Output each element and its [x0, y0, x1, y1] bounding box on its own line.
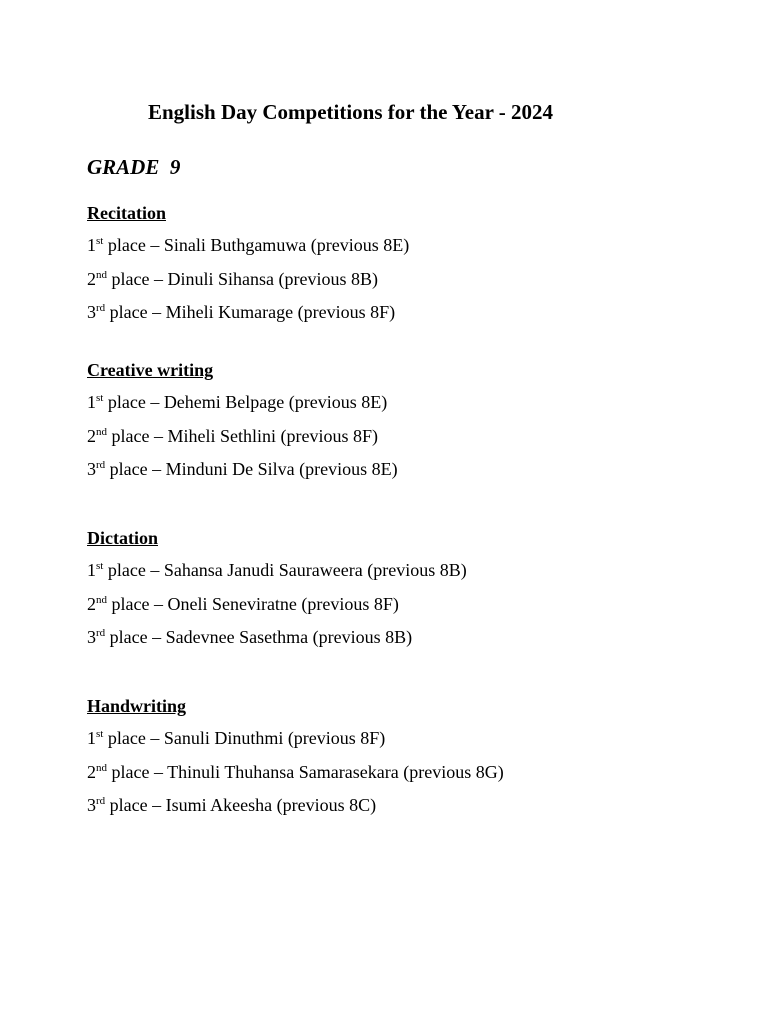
place-line — [87, 594, 467, 614]
section-dictation — [87, 528, 467, 661]
place-line — [87, 627, 467, 647]
place-line — [87, 795, 504, 815]
place-suffix: rd — [96, 795, 106, 807]
section-heading: Recitation — [87, 203, 166, 223]
place-number: 3 — [87, 795, 96, 815]
place-text: place – Sahansa Janudi Sauraweera (previous 8B) — [103, 560, 467, 580]
place-suffix: st — [96, 235, 104, 247]
place-number: 3 — [87, 302, 96, 322]
section-heading: Handwriting — [87, 696, 187, 716]
place-number: 1 — [87, 560, 96, 580]
place-number: 1 — [87, 392, 96, 412]
place-text: place – Sinali Buthgamuwa (previous 8E) — [103, 235, 410, 255]
place-text: place – Isumi Akeesha (previous 8C) — [105, 795, 377, 815]
place-number: 2 — [87, 268, 96, 289]
place-number: 1 — [87, 235, 96, 255]
place-line — [87, 560, 467, 580]
place-text: place – Sadevnee Sasethma (previous 8B) — [105, 627, 413, 647]
place-text: place – Thinuli Thuhansa Samarasekara (previous 8G) — [107, 761, 504, 782]
place-number: 2 — [87, 425, 96, 446]
place-line — [87, 235, 409, 255]
place-number: 3 — [87, 459, 96, 479]
grade-heading: GRADE 9 — [87, 155, 181, 179]
place-suffix: st — [96, 728, 104, 740]
place-text: place – Miheli Sethlini (previous 8F) — [107, 425, 378, 446]
page-title: English Day Competitions for the Year - 2024 — [148, 100, 554, 124]
place-line — [87, 269, 409, 289]
section-creative-writing — [87, 360, 398, 493]
section-recitation — [87, 203, 409, 336]
place-suffix: rd — [96, 459, 106, 471]
place-suffix: nd — [96, 425, 107, 438]
place-text: place – Minduni De Silva (previous 8E) — [105, 459, 398, 479]
place-line — [87, 762, 504, 782]
place-line — [87, 392, 398, 412]
place-suffix: nd — [96, 761, 107, 774]
place-line — [87, 459, 398, 479]
place-text: place – Dinuli Sihansa (previous 8B) — [107, 268, 378, 289]
place-text: place – Dehemi Belpage (previous 8E) — [103, 392, 388, 412]
section-heading: Creative writing — [87, 360, 214, 380]
place-suffix: st — [96, 392, 104, 404]
place-number: 1 — [87, 728, 96, 748]
place-suffix: nd — [96, 268, 107, 281]
place-line — [87, 728, 504, 748]
place-suffix: rd — [96, 302, 106, 314]
place-suffix: nd — [96, 593, 107, 606]
section-heading: Dictation — [87, 528, 158, 548]
place-line — [87, 426, 398, 446]
place-text: place – Sanuli Dinuthmi (previous 8F) — [103, 728, 386, 748]
place-text: place – Oneli Seneviratne (previous 8F) — [107, 593, 399, 614]
place-text: place – Miheli Kumarage (previous 8F) — [105, 302, 396, 322]
place-number: 2 — [87, 761, 96, 782]
section-handwriting — [87, 696, 504, 829]
place-line — [87, 302, 409, 322]
place-suffix: st — [96, 560, 104, 572]
place-number: 2 — [87, 593, 96, 614]
place-number: 3 — [87, 627, 96, 647]
place-suffix: rd — [96, 627, 106, 639]
